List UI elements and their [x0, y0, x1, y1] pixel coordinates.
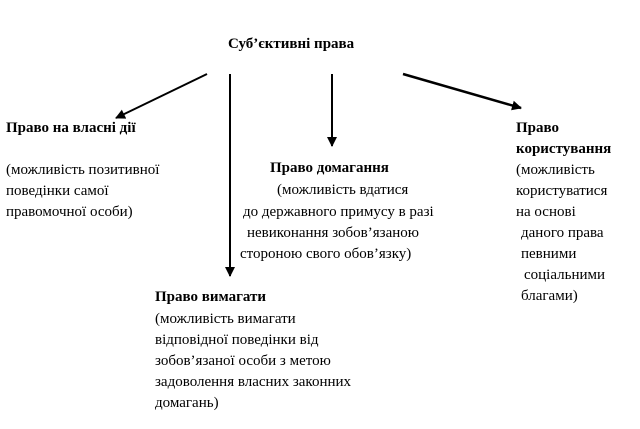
own-actions-line: поведінки самої	[6, 183, 109, 199]
use-line: користуватися	[516, 183, 608, 199]
use-line: на основі	[516, 204, 576, 220]
claim-line: до державного примусу в разі	[243, 204, 434, 220]
arrow-to-use	[403, 74, 521, 108]
use-line: соціальними	[524, 267, 606, 283]
own-actions-title: Право на власні дії	[6, 120, 136, 136]
use-title: користування	[516, 141, 612, 157]
demand-title: Право вимагати	[155, 289, 267, 305]
use-line: благами)	[521, 288, 578, 304]
use-line: даного права	[521, 225, 604, 241]
demand-line: відповідної поведінки від	[155, 332, 319, 348]
demand-line: зобов’язаної особи з метою	[155, 353, 331, 369]
claim-line: стороною свого обов’язку)	[240, 246, 412, 262]
demand-line: задоволення власних законних	[155, 374, 352, 390]
claim-line: невиконання зобов’язаною	[247, 225, 419, 241]
arrow-to-own-actions	[116, 74, 207, 118]
root-title: Суб’єктивні права	[228, 36, 355, 52]
use-line: певними	[521, 246, 577, 262]
own-actions-line: (можливість позитивної	[6, 162, 160, 178]
own-actions-line: правомочної особи)	[6, 204, 133, 220]
claim-line: (можливість вдатися	[277, 182, 409, 198]
claim-title: Право домагання	[270, 160, 389, 176]
demand-line: (можливість вимагати	[155, 311, 296, 327]
use-line: (можливість	[516, 162, 595, 178]
use-title: Право	[516, 120, 560, 136]
demand-line: домагань)	[155, 395, 219, 411]
